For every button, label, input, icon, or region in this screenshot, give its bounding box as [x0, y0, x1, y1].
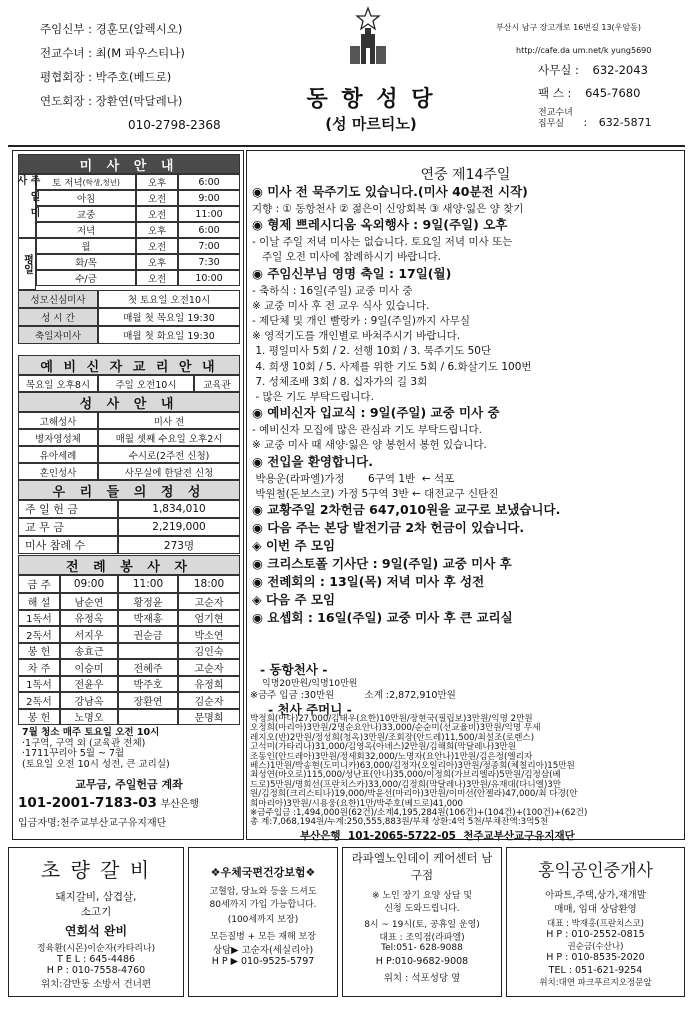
- leader-line: 전교수녀 : 최(M 파우스티나): [40, 46, 185, 60]
- ad-line: 신청 도와드립니다.: [384, 904, 460, 914]
- sacrament-value: 수시로(2주전 신청): [98, 446, 240, 463]
- ad-line: H P ▶ 010-9525-5797: [211, 956, 315, 967]
- notice-line: ※ 교중 미사 때 새양·잃은 양 봉헌서 봉헌 있습니다.: [252, 439, 487, 452]
- servers-cell: 송효근: [60, 643, 118, 660]
- ad-title: ❖우체국편건강보험❖: [210, 866, 316, 879]
- mass-day-note: (학생,청년): [82, 177, 120, 187]
- mass-ampm: 오전: [136, 206, 178, 222]
- mass-day-label: 아침: [76, 194, 96, 205]
- servers-cell: 황정윤: [118, 593, 178, 610]
- ad-title: 라파엘노인데이 케어센터 남구점: [351, 851, 493, 882]
- notice-line: ※ 교중 미사 후 전 교우 식사 있습니다.: [252, 299, 430, 312]
- servers-cell: 박소연: [178, 626, 240, 643]
- ad-line: H P : 010-7558-4760: [46, 965, 146, 976]
- sacrament-value: 미사 전: [98, 412, 240, 429]
- servers-cell: 봉 헌: [18, 643, 60, 660]
- cheonsa-line: 오정희(마리아)3만원/2명순요안나)33,000/순순미(선교율비)3만원/익명 무세: [250, 723, 541, 734]
- notice-heading: ◉ 크리스토폴 기사단 : 9일(주일) 교중 미사 후: [252, 556, 512, 571]
- catechumen-time: 주일 오전10시: [98, 375, 194, 392]
- servers-cell: 김순자: [178, 692, 240, 709]
- ad-postal-insurance: [188, 847, 338, 997]
- cheonsa-line: 베스)1만원/박송현(도미니카)63,000/김정자(오일리아)3만원/정종희(체칠리아)15만원: [250, 761, 575, 771]
- ad-line: T E L : 645-4486: [56, 954, 136, 965]
- notice-heading: ◉ 형제 쁘레시디움 옥외행사 : 9일(주일) 오후: [252, 217, 508, 233]
- cheonsa-line: ※금주입금 :1,494,000원(62건)/소계4,195,284원(106건)+(104건)+(100건)+(62건): [250, 808, 588, 818]
- servers-cell: 고순자: [178, 659, 240, 676]
- servers-cell: 고순자: [178, 593, 240, 610]
- servers-cell: 박재홍: [118, 610, 178, 627]
- servers-cell: 1독서: [18, 676, 60, 693]
- cheonsa-line: 레지오(반)2만원/정성희(청옥)3만원/조회장(안드레)11,500/최설조(로렌스): [250, 732, 535, 743]
- mass-day: [36, 190, 136, 206]
- weekday-mass-label: 평일: [18, 238, 36, 290]
- mass-day: [36, 222, 136, 238]
- ad-line: Tel:051- 628-9088: [381, 943, 463, 953]
- servers-cell: 차 주: [18, 659, 60, 676]
- bank-line: 부산은행 101-2065-5722-05 천주교부산교구유지재단: [300, 830, 575, 842]
- servers-cell: 노명오: [60, 709, 118, 726]
- mass-day: [36, 174, 136, 190]
- servers-header-cell: 09:00: [60, 575, 118, 593]
- sacrament-title: 성 사 안 내: [18, 392, 240, 412]
- leader-line: 평협회장 : 박주호(베드로): [40, 70, 172, 84]
- ad-title: 홍익공인중개사: [538, 861, 653, 881]
- mass-day: [36, 254, 136, 270]
- ad-line: 권순금(수산나): [567, 942, 624, 952]
- mass-day: [36, 206, 136, 222]
- church-logo: [346, 6, 390, 70]
- notice-line: (토요일 오전 10시 성전, 큰 교리실): [22, 758, 170, 770]
- notice-line: ※ 영적기도를 개인별로 바쳐주시기 바랍니다.: [252, 330, 461, 343]
- contact-office: 사무실 : 632-2043: [538, 63, 648, 77]
- ad-line: H P : 010-8535-2020: [546, 952, 645, 963]
- finance-label: 주 일 헌 금: [18, 500, 118, 518]
- servers-cell: [118, 643, 178, 660]
- finance-value: 1,834,010: [118, 500, 240, 518]
- leader-line: 주임신부 : 경훈모(알렉시오): [40, 22, 183, 36]
- ad-line: 위치 : 석포성당 옆: [383, 973, 461, 984]
- notice-line: 4. 희생 10회 / 5. 사제를 위한 기도 5회 / 6.화살기도 100번: [252, 360, 532, 373]
- ad-line: 위치:감만동 소방서 건너편: [40, 979, 152, 990]
- mass-time: 6:00: [178, 174, 240, 190]
- notice-heading: ◉ 주임신부님 영명 축일 : 17일(월): [252, 265, 452, 281]
- mass-time: 10:00: [178, 270, 240, 286]
- servers-cell: 김인숙: [178, 643, 240, 660]
- sacrament-label: 혼인성사: [18, 463, 98, 480]
- mass-day: [36, 270, 136, 286]
- notice-heading: ◉ 다음 주는 본당 발전기금 2차 헌금이 있습니다.: [252, 520, 525, 535]
- ad-line: 8시 ~ 19시(토, 공휴일 운영): [364, 920, 480, 930]
- finance-title: 우 리 들 의 정 성: [18, 480, 240, 500]
- servers-cell: 엄기현: [178, 610, 240, 627]
- account-title: 교무금, 주일헌금 계좌: [75, 778, 183, 791]
- servers-cell: 1독서: [18, 610, 60, 627]
- account-bank: 부산은행: [160, 799, 200, 810]
- catechumen-title: 예 비 신 자 교 리 안 내: [18, 355, 240, 375]
- cleaning-notice: [18, 727, 240, 769]
- week-title: 연중 제14주일: [420, 167, 511, 183]
- servers-cell: 봉 헌: [18, 709, 60, 726]
- mass-time: 6:00: [178, 222, 240, 238]
- mass-extra-value: 첫 토요일 오전10시: [98, 290, 240, 308]
- servers-cell: 서지우: [60, 626, 118, 643]
- notice-heading: ◉ 전입을 환영합니다.: [252, 453, 373, 469]
- ad-line: H P:010-9682-9008: [375, 956, 469, 967]
- cheonsa-line: 희마리아)3만원/시용웅(요한)1만/박주호(베드로)41,000: [250, 798, 463, 809]
- mass-extra-label: 축일자미사: [18, 326, 98, 344]
- account-number-line: [18, 795, 240, 811]
- notice-line: 박용운(라파엘)가정 6구역 1반 ← 석포: [252, 472, 455, 485]
- servers-header-cell: 금 주: [18, 575, 60, 593]
- ad-choryang-galbi: [8, 847, 184, 997]
- ad-line: 상담▶ 고순자(세실리아): [212, 945, 314, 956]
- cheonsa-title: - 천사 주머니 -: [268, 702, 352, 717]
- notice-line: ·1구역, 구역 외 (교육관 전체): [22, 737, 146, 749]
- notice-line: ·1711꾸리아 5월 ~ 7월: [22, 748, 125, 759]
- mass-extra-label: 성 시 간: [18, 308, 98, 326]
- account-box: [18, 776, 240, 834]
- ad-line: 대표 : 조익점(라파엘): [379, 933, 465, 943]
- sacrament-label: 병자영성체: [18, 429, 98, 446]
- servers-header-cell: 11:00: [118, 575, 178, 593]
- ad-line: TEL : 051-621-9254: [548, 965, 643, 976]
- ad-line: 소고기: [80, 906, 112, 918]
- mass-day-label: 토 저녁: [52, 178, 83, 189]
- servers-cell: 전윤우: [60, 676, 118, 693]
- sacrament-label: 고해성사: [18, 412, 98, 429]
- servers-cell: 장환연: [118, 692, 178, 709]
- notice-heading: ◉ 요셉회 : 16일(주일) 교중 미사 후 큰 교리실: [252, 610, 513, 625]
- notice-line: 지향 : ① 동항천사 ② 젊은이 신앙회복 ③ 새양·잃은 양 찾기: [252, 203, 524, 215]
- servers-cell: 유정희: [178, 676, 240, 693]
- mass-ampm: 오전: [136, 238, 178, 254]
- notice-line: - 축하식 : 16일(주일) 교중 미사 중: [252, 284, 413, 297]
- mass-ampm: 오후: [136, 254, 178, 270]
- mass-ampm: 오후: [136, 222, 178, 238]
- ad-line: 대표 : 박재홍(프란치스코): [546, 919, 644, 929]
- mass-time: 7:00: [178, 238, 240, 254]
- notice-line: - 이날 주일 저녁 미사는 없습니다. 토요일 저녁 미사 또는: [252, 236, 513, 249]
- servers-header-cell: 18:00: [178, 575, 240, 593]
- ad-line: 80세까지 가입 가능합니다.: [209, 900, 317, 910]
- notice-heading: ◉ 예비신자 입교식 : 9일(주일) 교중 미사 중: [252, 405, 500, 421]
- mass-ampm: 오전: [136, 270, 178, 286]
- notice-line: 7월 청소 매주 토요일 오전 10시: [22, 727, 160, 738]
- ad-raphael-care: [342, 847, 502, 997]
- header-divider: [8, 145, 685, 147]
- notice-line: 7. 성체조배 3회 / 8. 십자가의 길 3회: [252, 375, 428, 388]
- servers-cell: 박주호: [118, 676, 178, 693]
- notice-line: 1. 평일미사 5회 / 2. 선행 10회 / 3. 묵주기도 50단: [252, 345, 492, 358]
- notice-heading: ◈ 이번 주 모임: [252, 538, 336, 553]
- servers-cell: 전혜주: [118, 659, 178, 676]
- ad-line: 매매, 임대 상담환영: [554, 904, 637, 915]
- mass-day-label: 교중: [76, 210, 96, 221]
- mass-day: [36, 238, 136, 254]
- sacrament-value: 사무실에 한달전 신청: [98, 463, 240, 480]
- ad-line: H P : 010-2552-0815: [546, 929, 645, 940]
- mass-day-label: 저녁: [76, 226, 96, 237]
- dongchang-title: - 동항천사 -: [260, 662, 328, 677]
- cafe-url[interactable]: http://cafe.da um.net/k yung5690: [516, 46, 652, 55]
- ad-line: 연회석 완비: [64, 924, 128, 938]
- mass-extra-value: 매월 첫 목요일 19:30: [98, 308, 240, 326]
- cheonsa-line: 최성연(바오로)115,000/성난표(안나)35,000/이정희(가브리엘라)5만원/김정삼(베: [250, 770, 561, 781]
- ad-line: 정육환(시몬)이순자(카타리나): [36, 944, 156, 954]
- address: 부산시 남구 장고개로 16번길 13(우암동): [496, 23, 641, 32]
- catechumen-place: 교육관: [194, 375, 240, 392]
- account-number: 101-2001-7183-03: [18, 795, 157, 811]
- mass-title: 미 사 안 내: [18, 154, 240, 174]
- ad-line: 위치:대연 파크푸르지오정문앞: [539, 978, 652, 988]
- catechumen-time: 목요일 오후8시: [18, 375, 98, 392]
- cheonsa-line: 박정희(마다)27,000/김태우(요한)10만원/장현국(필립보)3만원/익명 2만원: [250, 714, 533, 724]
- contact-sister: 전교수녀 집무실 : 632-5871: [538, 108, 652, 129]
- account-holder: 입금자명:천주교부산교구유지재단: [18, 818, 167, 829]
- notice-heading: ◉ 교황주일 2차헌금 647,010원을 교구로 보냈습니다.: [252, 502, 561, 517]
- mass-ampm: 오후: [136, 174, 178, 190]
- servers-cell: 2독서: [18, 626, 60, 643]
- ad-line: 고혈압, 당뇨와 등을 드셔도: [209, 887, 317, 897]
- sacrament-label: 유아세례: [18, 446, 98, 463]
- notice-heading: ◈ 다음 주 모임: [252, 592, 336, 607]
- finance-label: 미사 참례 수: [18, 536, 118, 554]
- mass-ampm: 오전: [136, 190, 178, 206]
- ad-hongik-realty: [506, 847, 685, 997]
- servers-cell: 문명희: [178, 709, 240, 726]
- sacrament-value: 매월 셋째 수요일 오후2시: [98, 429, 240, 446]
- finance-value: 273명: [118, 536, 240, 554]
- mass-time: 7:30: [178, 254, 240, 270]
- cheonsa-line: 원/김정희(크리스티나)19,000/박윤선(마리아)3만원/이미선(안젤라)47,000/최 다경(안: [250, 789, 578, 800]
- ad-title: 초 량 갈 비: [40, 858, 152, 882]
- sunday-mass-label: 주일미사: [18, 174, 36, 238]
- servers-cell: 해 설: [18, 593, 60, 610]
- mass-extra-label: 성모신심미사: [18, 290, 98, 308]
- dongchang-line: 익명20만원/익명10만원: [262, 679, 358, 689]
- servers-cell: 2독서: [18, 692, 60, 709]
- servers-cell: [118, 709, 178, 726]
- church-subtitle: (성 마르티노): [325, 115, 417, 133]
- mass-day-label: 화/목: [75, 258, 97, 269]
- servers-title: 전 례 봉 사 자: [18, 555, 240, 575]
- servers-cell: 이승미: [60, 659, 118, 676]
- cheonsa-line: 고석미(가타리나)31,000/김영옥(아녜스)2만원/김해희(막달레나)3만원: [250, 742, 517, 753]
- finance-label: 교 무 금: [18, 518, 118, 536]
- finance-value: 2,219,000: [118, 518, 240, 536]
- leader-phone: 010-2798-2368: [128, 118, 221, 132]
- notice-line: - 제단체 및 개인 빨랑카 : 9일(주일)까지 사무실: [252, 315, 470, 327]
- ad-line: 모든질병 + 모든 재해 보장: [210, 932, 316, 942]
- leader-line: 연도회장 : 장환연(막달레나): [40, 94, 183, 108]
- church-title: 동 항 성 당: [306, 87, 436, 112]
- ad-line: 돼지갈비, 삼겹살,: [55, 891, 137, 903]
- servers-cell: 유정옥: [60, 610, 118, 627]
- notice-line: 박원철(돈보스코) 가정 5구역 3반 ← 대전교구 신탄진: [252, 487, 499, 500]
- cheonsa-line: 총 계:7,068,194원/누계:250,555,883원/부채 상환:4억 5천/부채잔액:3억5천: [250, 817, 549, 828]
- notice-line: - 많은 기도 부탁드립니다.: [252, 391, 374, 403]
- ad-line: (100세까지 보장): [227, 915, 299, 925]
- cheonsa-line: 조동인(안드레아)3만원/정세회32,000/노명자(요안나)1만원/김은정(엘리자: [250, 751, 533, 762]
- servers-cell: 남순연: [60, 593, 118, 610]
- notice-line: - 예비신자 모집에 많은 관심과 기도 부탁드립니다.: [252, 424, 483, 437]
- contact-fax: 팩 스 : 645-7680: [538, 86, 641, 100]
- ad-line: ※ 노인 장기 요양 상담 및: [371, 891, 473, 901]
- cheonsa-line: 드로)5만원/명희선(프란치스카)33,000/김정희(막달레나)3만원/유재대(다니엘)3만: [250, 779, 562, 790]
- mass-time: 11:00: [178, 206, 240, 222]
- servers-cell: 강남옥: [60, 692, 118, 709]
- dongchang-line: ※금주 입금 :30만원 소계 :2,872,910만원: [250, 690, 456, 701]
- servers-cell: 권순금: [118, 626, 178, 643]
- notice-heading: ◉ 미사 전 묵주기도 있습니다.(미사 40분전 시작): [252, 184, 528, 199]
- notice-heading: ◉ 전례회의 : 13일(목) 저녁 미사 후 성전: [252, 574, 485, 589]
- mass-day-label: 월: [81, 242, 91, 253]
- notice-line: 주일 오전 미사에 참례하시기 바랍니다.: [252, 251, 441, 264]
- mass-day-label: 수/금: [75, 274, 97, 285]
- ad-line: 아파트,주택,상가,재개발: [545, 890, 646, 901]
- mass-time: 9:00: [178, 190, 240, 206]
- mass-extra-value: 매월 첫 화요일 19:30: [98, 326, 240, 344]
